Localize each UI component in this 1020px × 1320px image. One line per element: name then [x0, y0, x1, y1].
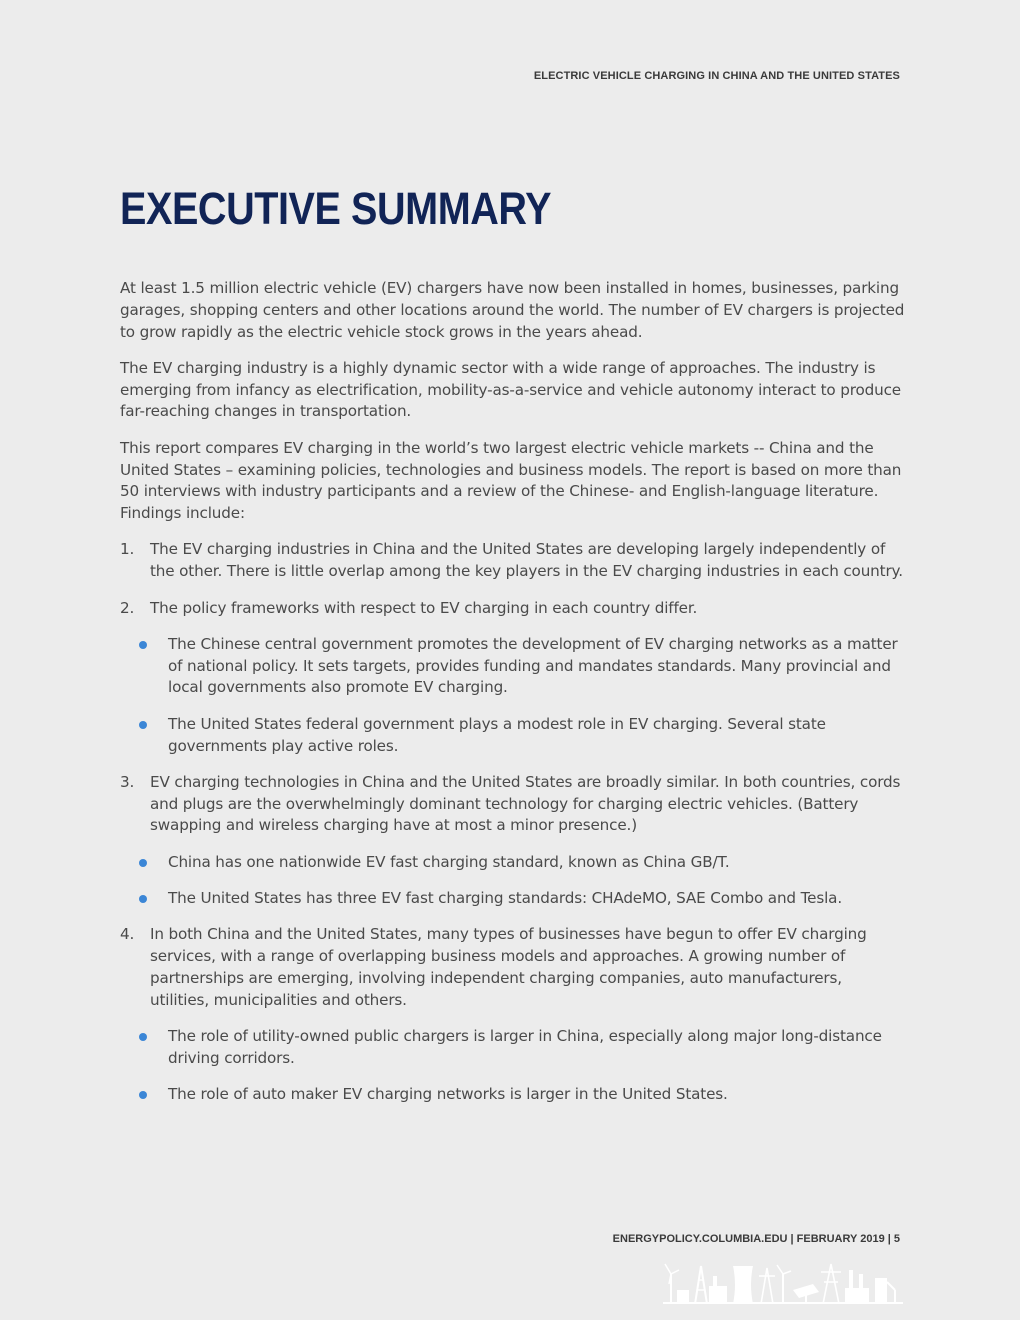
page-title: EXECUTIVE SUMMARY: [120, 183, 552, 234]
intro-paragraph: This report compares EV charging in the world’s two largest electric vehicle markets -- China and the United States – examining policies, technologies and business models. The report is based on more than 50 interviews with industry participants and a review of the Chinese- and English-language literature. Findings include:: [120, 438, 902, 523]
finding-text: The EV charging industries in China and the United States are developing largely independently of the other. There is little overlap among the key players in the EV charging industries in each country.: [150, 540, 903, 581]
bullet-dot-icon: [139, 1091, 147, 1099]
energy-infrastructure-skyline-icon: [663, 1260, 903, 1304]
bullet-dot-icon: [139, 721, 147, 729]
finding-item: [120, 924, 905, 1011]
bullet-text: China has one nationwide EV fast charging standard, known as China GB/T.: [168, 852, 730, 871]
summary-body: [120, 278, 905, 1120]
finding-item: [120, 598, 905, 620]
finding-text: The policy frameworks with respect to EV charging in each country differ.: [150, 598, 698, 617]
bullet-dot-icon: [139, 641, 147, 649]
finding-bullet: [120, 714, 905, 758]
finding-bullet: [120, 1026, 905, 1070]
finding-number: 2.: [120, 598, 135, 617]
running-header: ELECTRIC VEHICLE CHARGING IN CHINA AND THE UNITED STATES: [533, 70, 900, 82]
intro-paragraph: At least 1.5 million electric vehicle (EV) chargers have now been installed in homes, businesses, parking garages, shopping centers and other locations around the world. The number of EV chargers is projected to grow rapidly as the electric vehicle stock grows in the years ahead.: [120, 279, 905, 341]
intro-paragraph: The EV charging industry is a highly dynamic sector with a wide range of approaches. The industry is emerging from infancy as electrification, mobility-as-a-service and vehicle autonomy interact to produce far-reaching changes in transportation.: [120, 358, 901, 421]
finding-item: [120, 539, 905, 583]
finding-bullet: [120, 634, 905, 699]
running-footer: ENERGYPOLICY.COLUMBIA.EDU | FEBRUARY 2019 | 5: [612, 1233, 900, 1245]
finding-text: EV charging technologies in China and the United States are broadly similar. In both countries, cords and plugs are the overwhelmingly dominant technology for charging electric vehicles. (Battery swapping and wireless charging have at most a minor presence.): [150, 772, 901, 835]
finding-number: 1.: [120, 540, 135, 559]
bullet-text: The United States federal government plays a modest role in EV charging. Several state governments play active roles.: [168, 714, 826, 755]
bullet-text: The role of utility-owned public chargers is larger in China, especially along major long-distance driving corridors.: [168, 1027, 882, 1067]
bullet-text: The United States has three EV fast charging standards: CHAdeMO, SAE Combo and Tesla.: [168, 889, 843, 908]
finding-bullet: [120, 888, 905, 910]
bullet-dot-icon: [139, 895, 147, 903]
finding-bullet: [120, 852, 905, 874]
bullet-text: The role of auto maker EV charging networks is larger in the United States.: [168, 1085, 728, 1104]
bullet-dot-icon: [139, 859, 147, 867]
bullet-text: The Chinese central government promotes the development of EV charging networks as a matter of national policy. It sets targets, provides funding and mandates standards. Many provincial and local governments also promote EV charging.: [168, 634, 898, 697]
finding-bullet: [120, 1084, 905, 1106]
finding-number: 4.: [120, 925, 135, 944]
finding-text: In both China and the United States, many types of businesses have begun to offer EV charging services, with a range of overlapping business models and approaches. A growing number of partnerships are emerging, involving independent charging companies, auto manufacturers, utilities, municipalities and others.: [150, 925, 867, 1009]
bullet-dot-icon: [139, 1033, 147, 1041]
finding-item: [120, 772, 905, 837]
finding-number: 3.: [120, 772, 135, 791]
